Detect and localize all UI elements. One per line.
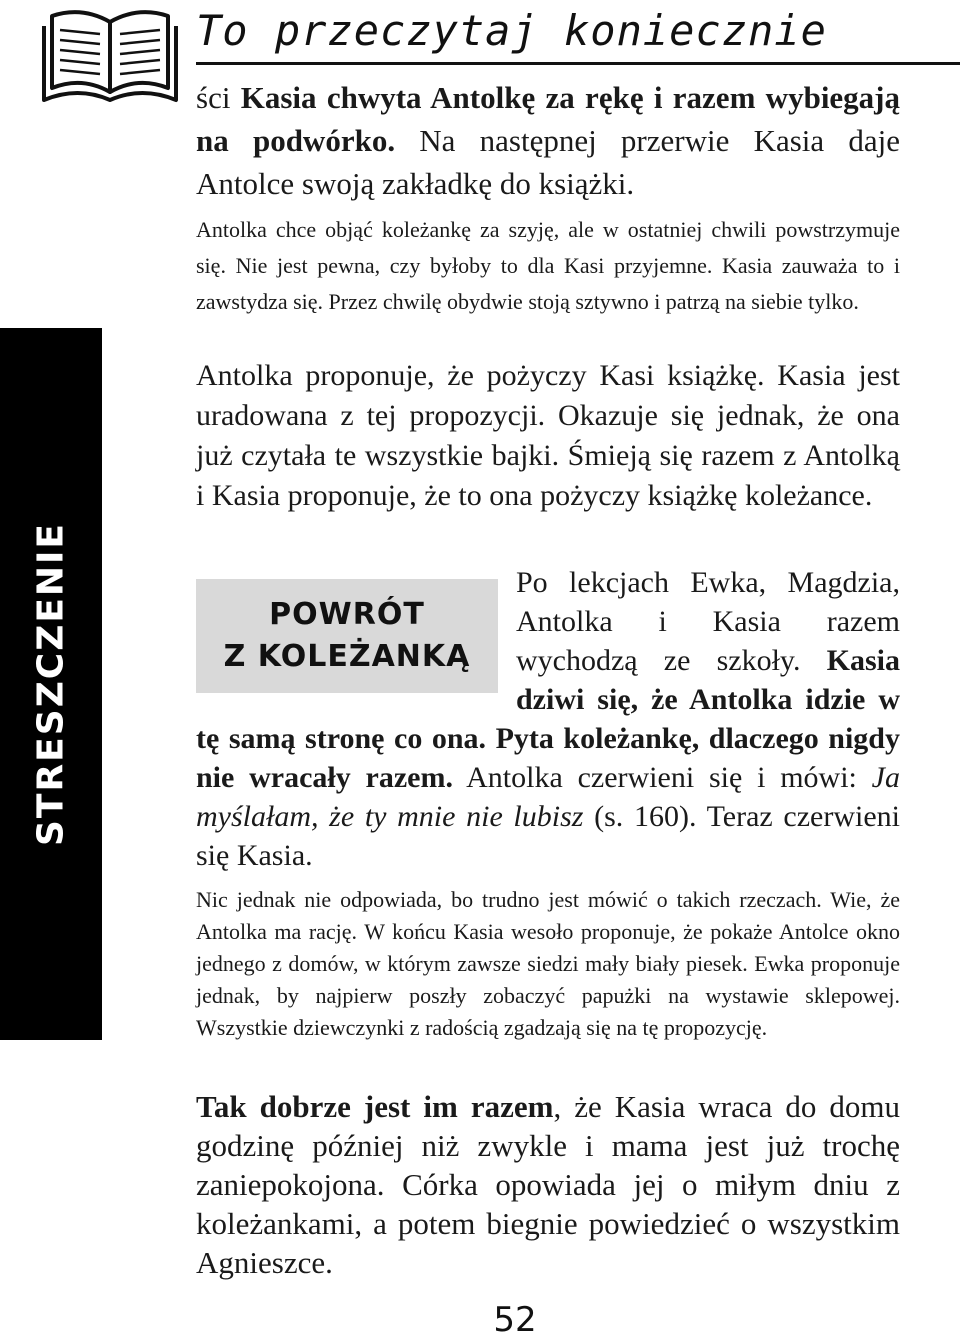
paragraph-1-part-a: ści [196, 80, 241, 115]
paragraph-6 [196, 1087, 900, 1282]
paragraph-1-part-c: Na następnej przerwie Kasia daje Antolce swoją zakładkę do książki. [196, 123, 900, 201]
paragraph-5: Nic jednak nie odpowiada, bo trudno jest mówić o takich rzeczach. Wie, że Antolka ma rację. W końcu Kasia wesoło proponuje, że pokaże Antolce okno jednego z domów, w którym zawsze siedzi mały biały piesek. Ewka proponuje jednak, by najpierw poszły zobaczyć papużki na wystawie sklepowej. Wszystkie dziewczynki z radością zgadzają się na tę propozycję. [196, 887, 900, 1040]
paragraph-1 [196, 76, 900, 205]
sidebar-tab [0, 328, 102, 1040]
sidebar-label: STRESZCZENIE [30, 521, 72, 847]
paragraph-6-part-b: , że Kasia wraca do domu godzinę później niż zwykle i mama jest już trochę zaniepokojona. Córka opowiada jej o miłym dniu z koleżankami, a potem biegnie powiedzieć o wszystkim Agnieszce. [196, 1089, 901, 1280]
section-heading-line-2: Z KOLEŻANKĄ [223, 639, 471, 674]
section-heading-box [196, 579, 498, 693]
paragraph-1-bold: Kasia chwyta Antolkę za rękę i razem wybiegają na podwórko. [196, 80, 901, 158]
paragraph-4-part-a: Po lekcjach Ewka, Magdzia, Antolka i Kasia razem wychodzą ze szkoły. [516, 566, 900, 677]
paragraph-4-part-d: (s. 160). Teraz czerwieni się Kasia. [196, 800, 900, 872]
paragraph-4 [196, 563, 900, 875]
paragraph-6-bold: Tak dobrze jest im razem [196, 1089, 554, 1124]
paragraph-4-part-c: Antolka czerwieni się i mówi: [453, 761, 872, 794]
page-number: 52 [493, 1300, 537, 1340]
header-rule [196, 62, 960, 65]
open-book-icon [40, 6, 180, 106]
paragraph-4-bold: Kasia dziwi się, że Antolka idzie w tę samą stronę co ona. Pyta koleżankę, dlaczego nigdy nie wracały razem. [196, 644, 900, 794]
paragraph-2: Antolka chce objąć koleżankę za szyję, ale w ostatniej chwili powstrzymuje się. Nie jest pewna, czy byłoby to dla Kasi przyjemne. Kasia zauważa to i zawstydza się. Przez chwilę obydwie stoją sztywno i patrzą na siebie tylko. [196, 217, 900, 314]
page-header-title: To przeczytaj koniecznie [196, 6, 827, 55]
paragraph-3: Antolka proponuje, że pożyczy Kasi książkę. Kasia jest uradowana z tej propozycji. Okazuje się jednak, że ona już czytała te wszystkie bajki. Śmieją się razem z Antolką i Kasia proponuje, że to ona pożyczy książkę koleżance. [196, 359, 900, 512]
section-heading-line-1: POWRÓT [269, 597, 425, 632]
paragraph-4-quote: Ja myślałam, że ty mnie nie lubisz [196, 761, 900, 833]
